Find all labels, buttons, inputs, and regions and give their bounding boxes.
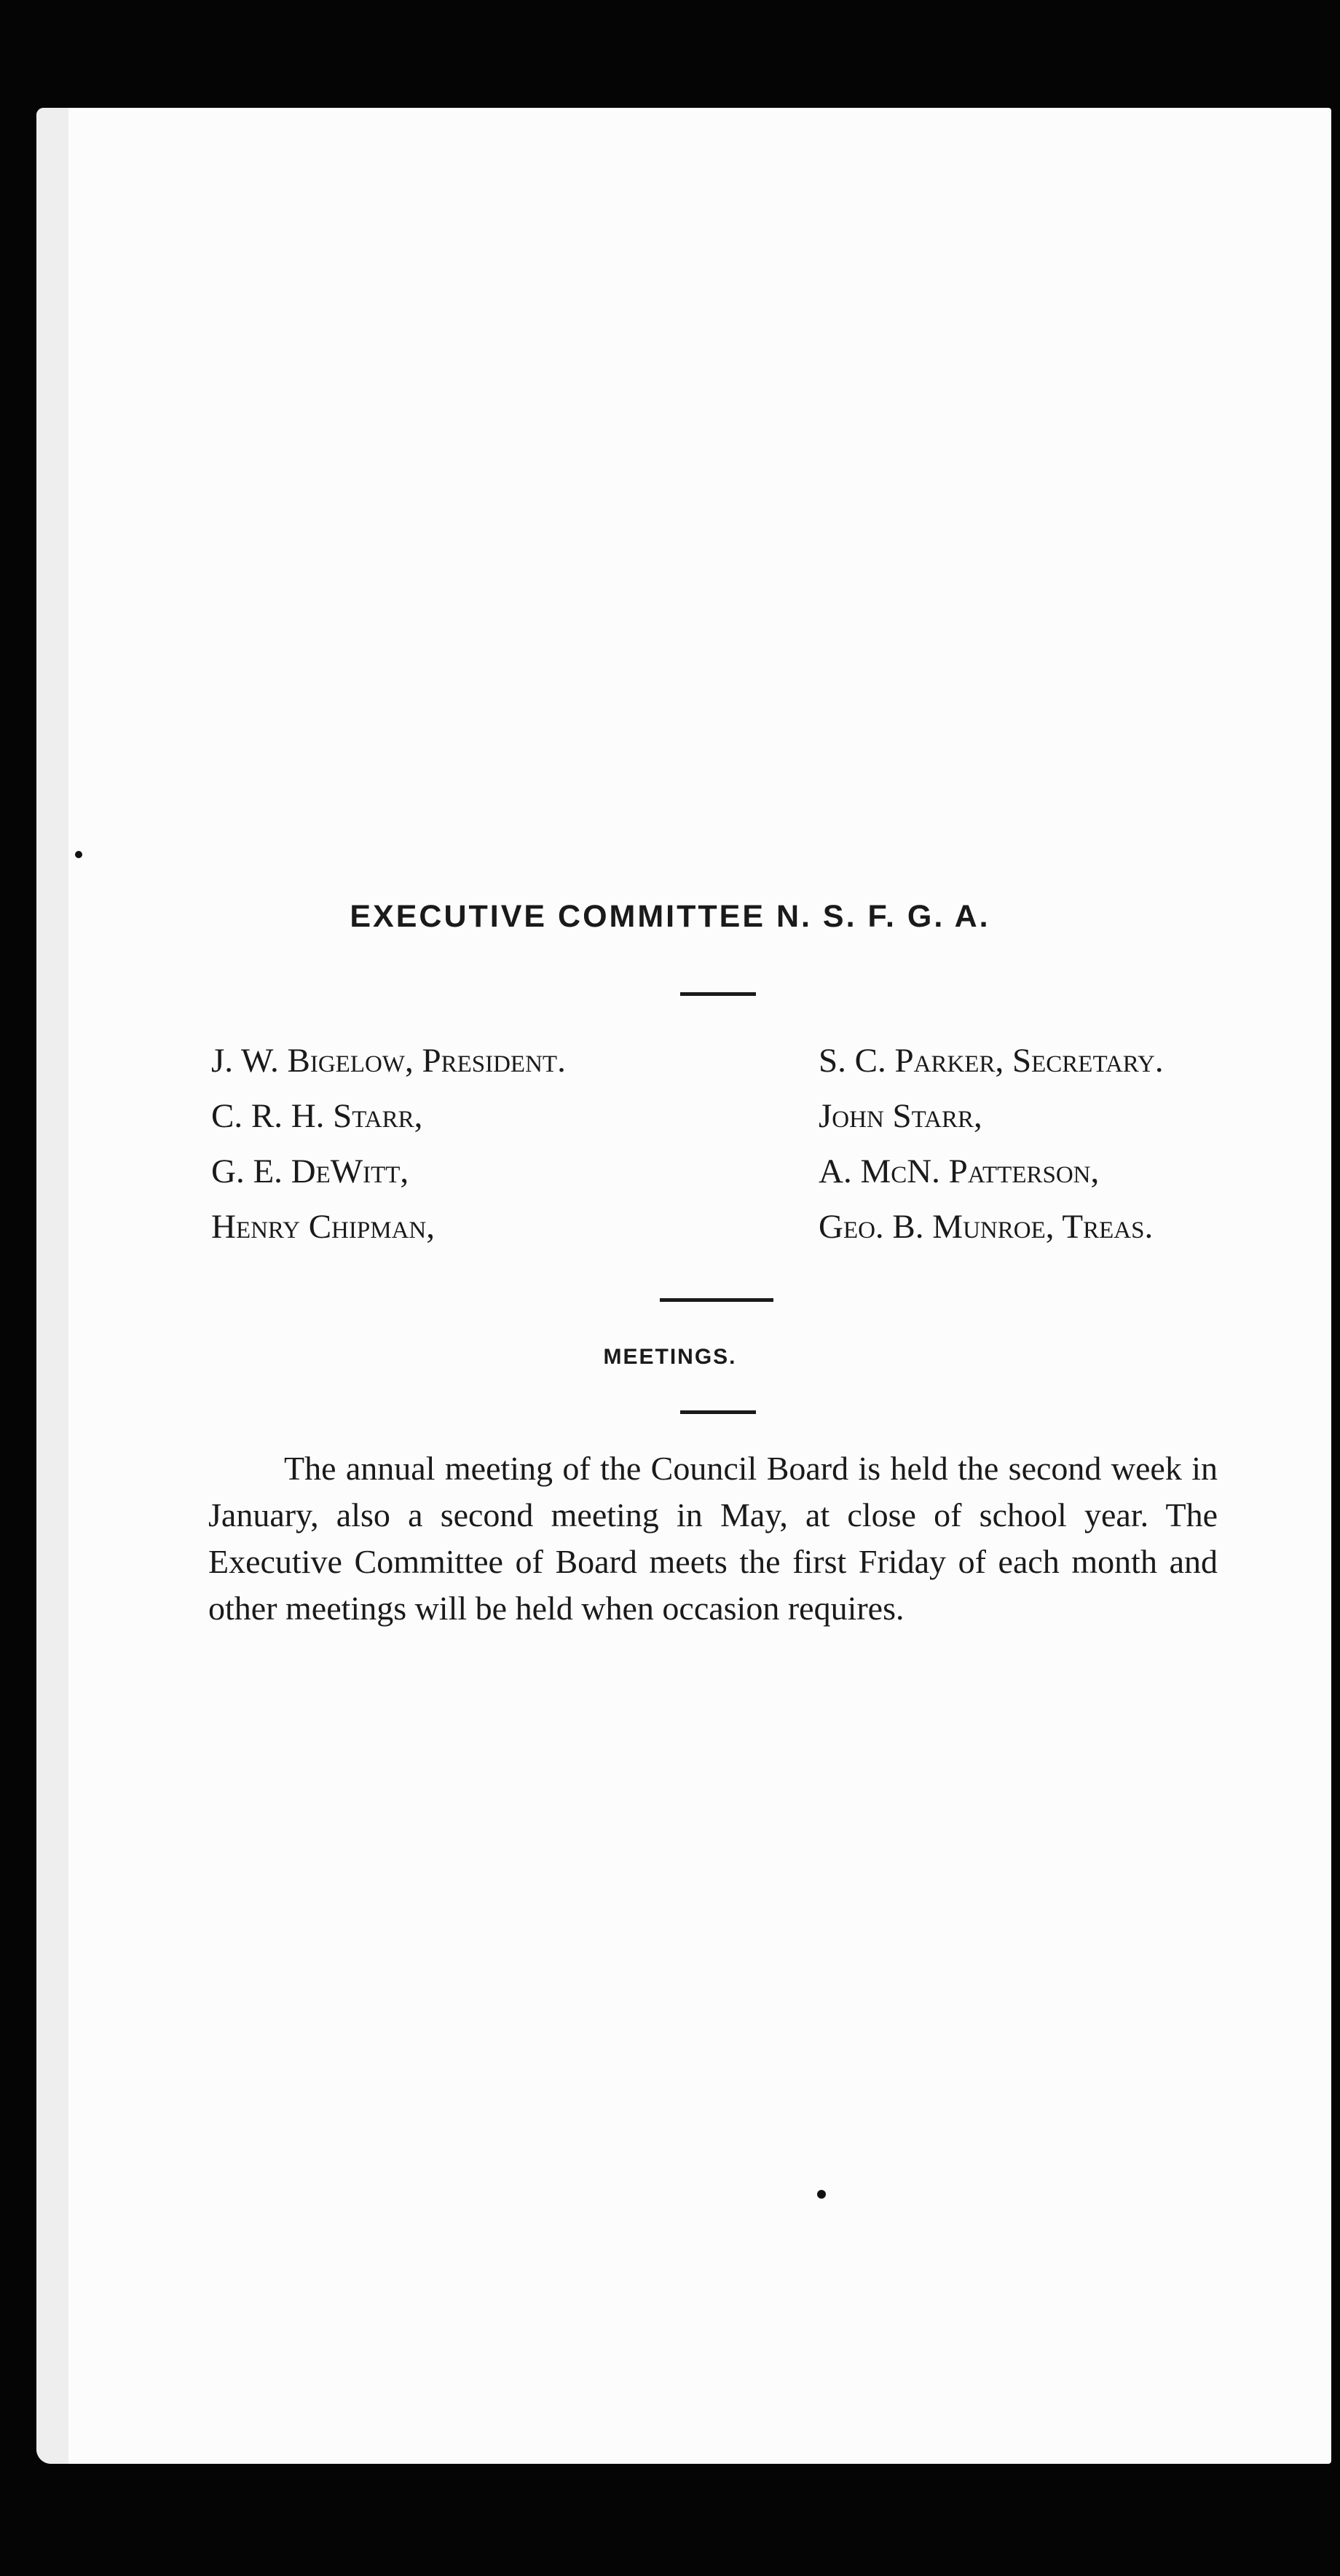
committee-member: Geo. B. Munroe, Treas. [819,1208,1154,1246]
section-divider [660,1298,773,1302]
committee-member: J. W. Bigelow, President. [211,1042,566,1080]
committee-right-column [819,1033,1164,1254]
committee-left-column [211,1033,566,1254]
committee-member: C. R. H. Starr, [211,1097,423,1135]
scan-speck [817,2190,826,2199]
committee-member: G. E. DeWitt, [211,1152,409,1190]
title-divider [680,992,756,996]
page-edge-shadow [36,108,68,2464]
page-title: EXECUTIVE COMMITTEE N. S. F. G. A. [350,899,990,934]
scan-speck [75,851,82,858]
meetings-heading: MEETINGS. [603,1345,737,1369]
meetings-divider [680,1410,756,1414]
meetings-paragraph: The annual meeting of the Council Board is held the second week in January, also a second meeting in May, at close of school year. The Executive Committee of Board meets the first Friday of each month and other meetings will be held when occasion requires. [208,1450,1218,1627]
document-page [36,108,1331,2464]
committee-member: A. McN. Patterson, [819,1152,1100,1190]
committee-member: S. C. Parker, Secretary. [819,1042,1164,1080]
committee-member: Henry Chipman, [211,1208,435,1246]
committee-member: John Starr, [819,1097,982,1135]
